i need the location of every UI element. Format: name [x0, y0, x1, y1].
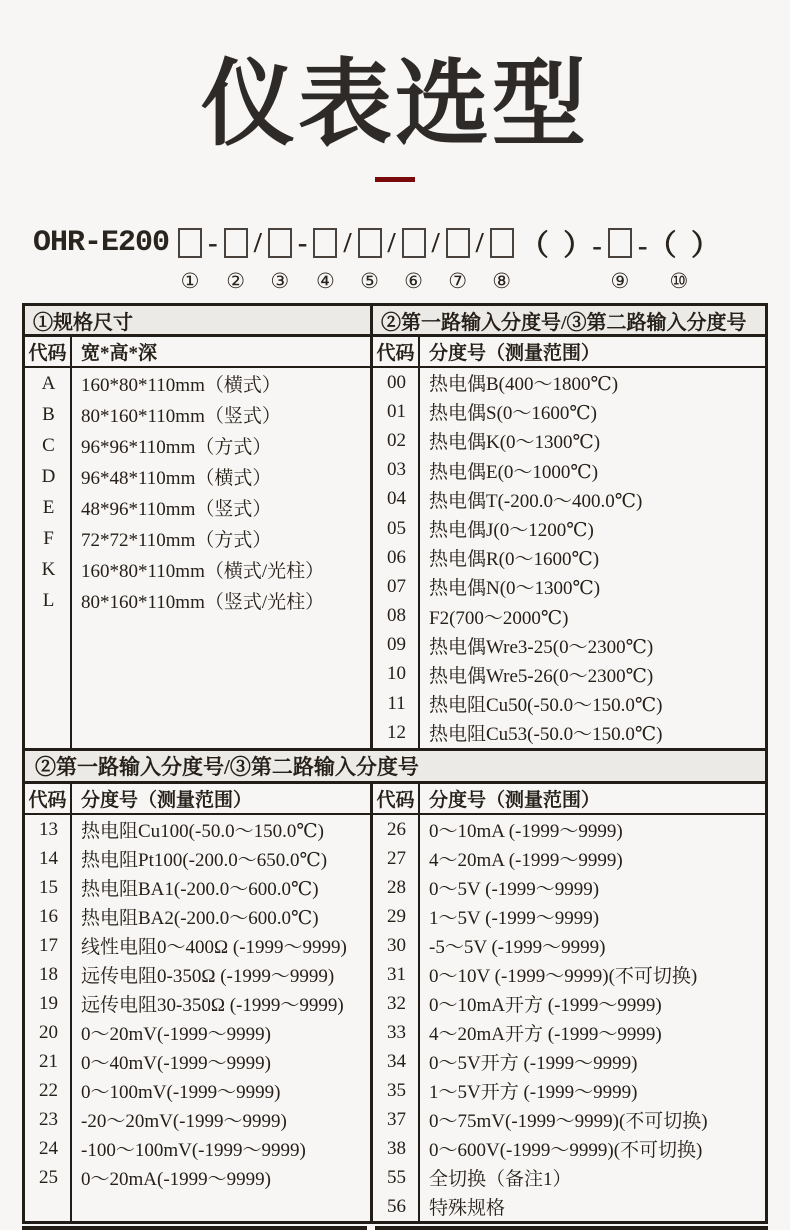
table-row	[25, 554, 370, 585]
table-row	[25, 1163, 370, 1192]
row-code: 13	[39, 818, 58, 840]
table-row	[373, 902, 765, 931]
column-divider	[70, 815, 72, 1221]
model-position-marker: ⑤	[360, 269, 379, 293]
row-desc: 72*72*110mm（方式）	[81, 530, 272, 551]
row-code: C	[42, 434, 55, 456]
col-header-code: 代码	[25, 337, 72, 366]
table-row	[373, 718, 765, 747]
row-code: 22	[39, 1079, 58, 1101]
row-desc: 热电偶Wre3-25(0～2300℃)	[429, 636, 654, 658]
model-position-marker: ⑩	[669, 269, 689, 293]
row-code: 05	[387, 517, 406, 539]
table-row	[373, 960, 765, 989]
row-code: 02	[387, 429, 406, 451]
table-row	[373, 514, 765, 543]
row-code: 28	[387, 876, 406, 898]
table-row	[25, 815, 370, 844]
table-row	[373, 426, 765, 455]
table-row	[25, 523, 370, 554]
row-desc: 96*48*110mm（横式）	[81, 468, 272, 489]
model-position-marker: ⑦	[448, 269, 468, 293]
spec-table	[22, 303, 768, 1224]
row-desc: 0～5V开方 (-1999～9999)	[429, 1053, 638, 1074]
row-desc: 特殊规格	[429, 1198, 506, 1219]
model-segment	[638, 222, 720, 294]
row-code: D	[41, 465, 56, 487]
row-code: B	[42, 403, 55, 425]
row-code: 21	[39, 1050, 58, 1072]
model-segment	[402, 222, 426, 294]
section1-size-table	[25, 306, 373, 748]
col-header-code: 代码	[25, 784, 72, 813]
row-code: 08	[387, 605, 406, 627]
row-desc: 0～100mV(-1999～9999)	[81, 1082, 281, 1103]
row-code: 27	[387, 847, 406, 869]
row-desc: 热电阻Pt100(-200.0～650.0℃)	[81, 850, 328, 871]
table-row	[25, 873, 370, 902]
model-segment	[520, 222, 602, 264]
model-segment	[254, 222, 262, 264]
row-desc: 全切换（备注1）	[429, 1169, 572, 1190]
row-code: K	[41, 558, 56, 580]
table-row	[25, 368, 370, 399]
row-desc: 热电偶Wre5-26(0～2300℃)	[429, 665, 654, 687]
row-desc: 热电偶K(0～1300℃)	[429, 432, 601, 454]
table-row	[373, 397, 765, 426]
row-desc: 4～20mA开方 (-1999～9999)	[429, 1024, 662, 1045]
row-desc: 热电偶R(0～1600℃)	[429, 549, 600, 571]
row-code: 33	[387, 1021, 406, 1043]
model-segment	[268, 222, 292, 294]
model-code-box	[446, 228, 470, 258]
row-code: 55	[387, 1166, 406, 1188]
row-code: 29	[387, 905, 406, 927]
accent-divider	[375, 177, 415, 182]
row-desc: 160*80*110mm（横式/光柱）	[81, 561, 325, 582]
col-header-range: 分度号（测量范围）	[81, 790, 253, 811]
model-code-box	[608, 228, 632, 258]
model-segment	[224, 222, 248, 294]
model-segment	[490, 222, 514, 294]
row-code: 10	[387, 663, 406, 685]
row-code: 04	[387, 488, 406, 510]
row-desc: 0～10mA开方 (-1999～9999)	[429, 995, 662, 1016]
row-code: 18	[39, 963, 58, 985]
row-desc: 热电偶B(400～1800℃)	[429, 374, 619, 396]
table-row	[373, 543, 765, 572]
table-row	[373, 815, 765, 844]
row-desc: 0～600V(-1999～9999)(不可切换)	[429, 1140, 703, 1161]
row-desc: 热电偶J(0～1200℃)	[429, 520, 594, 542]
table-row	[373, 873, 765, 902]
model-code-separator: （ ）-	[519, 229, 602, 262]
table-row	[373, 602, 765, 631]
table-row	[25, 902, 370, 931]
model-code-row	[33, 222, 723, 294]
model-position-marker: ③	[270, 269, 290, 293]
section1-left-header: ①规格尺寸	[25, 306, 370, 337]
model-position-marker: ①	[180, 269, 200, 293]
row-desc: 热电偶T(-200.0～400.0℃)	[429, 490, 643, 512]
row-code: 56	[387, 1195, 406, 1217]
model-code-separator: -	[297, 226, 308, 259]
model-code-separator: /	[343, 226, 352, 259]
table-row	[25, 430, 370, 461]
model-segment	[446, 222, 470, 294]
row-code: L	[42, 589, 55, 611]
model-segment	[208, 222, 218, 264]
page-title: 仪表选型	[200, 51, 589, 156]
row-code: 32	[387, 992, 406, 1014]
model-prefix: OHR-E200	[33, 226, 170, 260]
row-code: 20	[39, 1021, 58, 1043]
model-segment	[388, 222, 396, 264]
table-row	[25, 492, 370, 523]
model-position-marker: ②	[226, 269, 246, 293]
table-row	[373, 456, 765, 485]
row-desc: 0～20mA(-1999～9999)	[81, 1169, 271, 1190]
row-code: 35	[387, 1079, 406, 1101]
model-segment	[298, 222, 308, 264]
table-row	[373, 485, 765, 514]
table-row	[25, 585, 370, 616]
row-desc: 0～40mV(-1999～9999)	[81, 1053, 271, 1074]
model-segment	[358, 222, 382, 294]
row-code: 30	[387, 934, 406, 956]
model-position-marker: ⑨	[610, 269, 630, 293]
column-divider	[418, 368, 420, 748]
row-desc: 线性电阻0～400Ω (-1999～9999)	[81, 937, 347, 958]
table-row	[25, 1018, 370, 1047]
table-row	[25, 960, 370, 989]
row-desc: 0～20mV(-1999～9999)	[81, 1024, 271, 1045]
row-code: 00	[387, 371, 406, 393]
row-code: 19	[39, 992, 58, 1014]
section1-right-header: ②第一路输入分度号/③第二路输入分度号	[373, 306, 765, 337]
table-row	[373, 1192, 765, 1221]
row-code: 11	[387, 692, 406, 714]
row-desc: 热电偶E(0～1000℃)	[429, 461, 599, 483]
table-row	[373, 689, 765, 718]
model-position-marker: ④	[316, 269, 335, 293]
model-segment	[476, 222, 484, 264]
row-code: 07	[387, 575, 406, 597]
row-code: 38	[387, 1137, 406, 1159]
row-desc: 远传电阻0-350Ω (-1999～9999)	[81, 966, 335, 987]
row-desc: 0～5V (-1999～9999)	[429, 879, 600, 900]
table-row	[373, 1076, 765, 1105]
row-code: 17	[39, 934, 58, 956]
row-desc: 80*160*110mm（竖式）	[81, 406, 281, 427]
row-code: 06	[387, 546, 406, 568]
col-header-size: 宽*高*深	[81, 343, 158, 364]
table-row	[373, 631, 765, 660]
model-code-box	[313, 228, 337, 258]
model-segments	[175, 222, 723, 294]
section-1	[25, 306, 765, 751]
table-row	[373, 1163, 765, 1192]
table-row	[373, 1047, 765, 1076]
model-code-separator: -	[208, 226, 218, 259]
model-code-box	[268, 228, 292, 258]
row-code: 16	[39, 905, 58, 927]
row-code: 01	[387, 400, 406, 422]
row-desc: 热电阻Cu53(-50.0～150.0℃)	[429, 724, 663, 746]
row-code: 37	[387, 1108, 406, 1130]
table-row	[25, 1076, 370, 1105]
col-header-range: 分度号（测量范围）	[429, 343, 601, 364]
col-header-range: 分度号（测量范围）	[429, 790, 601, 811]
row-code: 31	[387, 963, 406, 985]
row-code: 15	[39, 876, 58, 898]
row-code: 25	[39, 1166, 58, 1188]
model-segment	[343, 222, 351, 264]
row-desc: 热电阻BA1(-200.0～600.0℃)	[81, 879, 319, 900]
row-desc: 热电阻BA2(-200.0～600.0℃)	[81, 908, 319, 929]
model-code-box	[178, 228, 202, 258]
table-row	[25, 1047, 370, 1076]
table-row	[373, 989, 765, 1018]
model-segment	[178, 222, 202, 294]
next-section-cutoff	[22, 1226, 768, 1230]
row-desc: 1～5V (-1999～9999)	[429, 908, 600, 929]
row-desc: 热电偶S(0～1600℃)	[429, 403, 597, 425]
row-code: 12	[387, 721, 406, 743]
table-row	[25, 1134, 370, 1163]
model-code-separator: /	[431, 226, 440, 259]
row-desc: 热电阻Cu100(-50.0～150.0℃)	[81, 821, 324, 842]
model-segment	[432, 222, 440, 264]
table-row	[373, 1134, 765, 1163]
model-segment	[313, 222, 337, 294]
section1-input-table	[373, 306, 765, 748]
row-code: 23	[39, 1108, 58, 1130]
col-header-code: 代码	[373, 784, 420, 813]
model-code-box	[490, 228, 514, 258]
row-desc: 0～10mA (-1999～9999)	[429, 821, 623, 842]
model-code-box	[358, 228, 382, 258]
model-code-separator: -（ ）	[637, 229, 721, 262]
section2-header: ②第一路输入分度号/③第二路输入分度号	[25, 751, 765, 784]
row-desc: -5～5V (-1999～9999)	[429, 937, 606, 958]
table-row	[25, 1105, 370, 1134]
row-desc: F2(700～2000℃)	[429, 607, 569, 629]
row-desc: 热电偶N(0～1300℃)	[429, 578, 601, 600]
row-desc: 96*96*110mm（方式）	[81, 437, 272, 458]
row-desc: -100～100mV(-1999～9999)	[81, 1140, 306, 1161]
table-row	[373, 660, 765, 689]
model-code-box	[224, 228, 248, 258]
section-2	[25, 751, 765, 1221]
row-desc: 4～20mA (-1999～9999)	[429, 850, 623, 871]
model-code-box	[402, 228, 426, 258]
row-code: F	[43, 527, 54, 549]
table-row	[373, 1018, 765, 1047]
row-code: 24	[39, 1137, 58, 1159]
row-code: 26	[387, 818, 406, 840]
table-row	[25, 989, 370, 1018]
row-desc: 0～75mV(-1999～9999)(不可切换)	[429, 1111, 708, 1132]
section2-right-table	[373, 784, 765, 1221]
table-row	[25, 399, 370, 430]
row-desc: 160*80*110mm（横式）	[81, 375, 281, 396]
table-row	[373, 844, 765, 873]
row-code: A	[41, 372, 56, 394]
table-row	[373, 368, 765, 397]
row-desc: 热电阻Cu50(-50.0～150.0℃)	[429, 695, 663, 717]
row-code: 09	[387, 634, 406, 656]
table-row	[373, 1105, 765, 1134]
model-code-separator: /	[475, 226, 484, 259]
section2-left-table	[25, 784, 373, 1221]
table-row	[373, 931, 765, 960]
row-code: 03	[387, 459, 406, 481]
model-code-separator: /	[253, 226, 262, 259]
row-desc: 0～10V (-1999～9999)(不可切换)	[429, 966, 698, 987]
model-code-separator: /	[387, 226, 396, 259]
row-desc: 1～5V开方 (-1999～9999)	[429, 1082, 638, 1103]
row-desc: -20～20mV(-1999～9999)	[81, 1111, 287, 1132]
model-segment	[608, 222, 632, 294]
model-position-marker: ⑧	[492, 269, 512, 293]
row-code: 34	[387, 1050, 406, 1072]
col-header-code: 代码	[373, 337, 420, 366]
row-desc: 48*96*110mm（竖式）	[81, 499, 272, 520]
table-row	[25, 844, 370, 873]
table-row	[25, 461, 370, 492]
row-code: E	[42, 496, 55, 518]
model-position-marker: ⑥	[404, 269, 423, 293]
table-row	[373, 572, 765, 601]
column-divider	[70, 368, 72, 748]
table-row	[25, 931, 370, 960]
row-desc: 80*160*110mm（竖式/光柱）	[81, 592, 325, 613]
row-code: 14	[39, 847, 58, 869]
column-divider	[418, 815, 420, 1221]
row-desc: 远传电阻30-350Ω (-1999～9999)	[81, 995, 344, 1016]
